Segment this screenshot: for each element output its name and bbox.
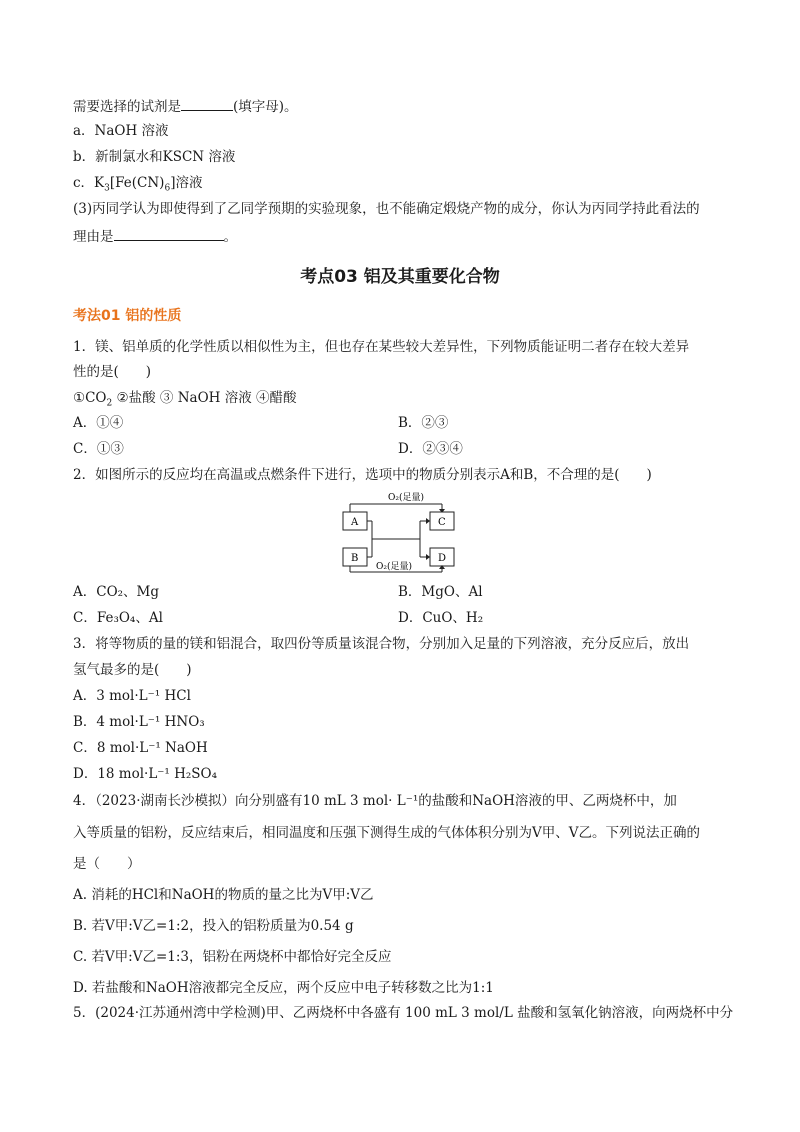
section-title: 考点03 铝及其重要化合物 xyxy=(300,267,500,287)
option-c: c．$K_3[Fe(CN)_6]$溶液 xyxy=(73,175,203,194)
answer-blank[interactable] xyxy=(181,96,233,111)
box-c-label: C xyxy=(438,517,446,528)
option-a: a．NaOH 溶液 xyxy=(73,123,169,139)
box-a-label: A xyxy=(351,517,359,528)
q1-stem: 1．镁、铝单质的化学性质以相似性为主，但也存在某些较大差异性，下列物质能证明二者存在较大差异 xyxy=(73,339,690,355)
q3-option-d[interactable]: D．18 mol·L⁻¹ H₂SO₄ xyxy=(73,766,218,782)
q2-stem: 2．如图所示的反应均在高温或点燃条件下进行，选项中的物质分别表示A和B，不合理的是( ) xyxy=(73,467,652,483)
q1-option-d[interactable]: D．②③④ xyxy=(398,441,463,457)
option-b: b．新制氯水和KSCN 溶液 xyxy=(73,149,236,165)
method-title: 考法01 铝的性质 xyxy=(73,308,182,324)
q4-option-c[interactable]: C. 若V甲:V乙=1:3，铝粉在两烧杯中都恰好完全反应 xyxy=(73,949,392,965)
q3-stem: 氢气最多的是( ) xyxy=(73,662,192,678)
q3-stem: 3．将等物质的量的镁和铝混合，取四份等质量该混合物，分别加入足量的下列溶液，充分反应后，放出 xyxy=(73,636,690,652)
q4-stem: 是（ ） xyxy=(73,856,141,872)
top-o2-label: O₂(足量) xyxy=(388,493,425,503)
q4-option-b[interactable]: B. 若V甲:V乙=1:2，投入的铝粉质量为0.54 g xyxy=(73,918,354,934)
q1-option-b[interactable]: B．②③ xyxy=(398,415,449,431)
box-b-label: B xyxy=(351,553,359,564)
bottom-o2-label: O₂(足量) xyxy=(376,562,413,572)
q2-option-d[interactable]: D．CuO、H₂ xyxy=(398,610,484,626)
q4-stem: 入等质量的铝粉，反应结束后，相同温度和压强下测得生成的气体体积分别为V甲、V乙。下列说法正确的 xyxy=(73,825,700,841)
question-3-line: (3)丙同学认为即使得到了乙同学预期的实验现象，也不能确定煅烧产物的成分，你认为丙同学持此看法的 xyxy=(73,201,700,217)
box-d-label: D xyxy=(438,553,447,564)
q3-option-a[interactable]: A．3 mol·L⁻¹ HCl xyxy=(73,688,191,704)
question-line xyxy=(73,96,298,116)
question-3-reason: 理由是 。 xyxy=(73,226,237,246)
q1-stem: 性的是( ) xyxy=(73,364,152,380)
q5-stem: 5．(2024·江苏通州湾中学检测)甲、乙两烧杯中各盛有 100 mL 3 mol/L 盐酸和氢氧化钠溶液，向两烧杯中分 xyxy=(73,1005,734,1021)
q2-option-a[interactable]: A．CO₂、Mg xyxy=(73,584,160,600)
text: 需要选择的试剂是 xyxy=(73,99,181,115)
q1-items: $①CO_2$ ②盐酸 ③ NaOH 溶液 ④醋酸 xyxy=(73,390,297,409)
q1-option-a[interactable]: A．①④ xyxy=(73,415,124,431)
q1-option-c[interactable]: C．①③ xyxy=(73,441,124,457)
q4-stem: 4．（2023·湖南长沙模拟）向分别盛有10 mL 3 mol· L⁻¹的盐酸和NaOH溶液的甲、乙两烧杯中，加 xyxy=(73,793,677,809)
reaction-diagram xyxy=(340,490,470,574)
text: (填字母)。 xyxy=(233,99,298,115)
q2-option-b[interactable]: B．MgO、Al xyxy=(398,584,483,600)
q2-option-c[interactable]: C．Fe₃O₄、Al xyxy=(73,610,163,626)
q4-option-a[interactable]: A. 消耗的HCl和NaOH的物质的量之比为V甲:V乙 xyxy=(73,887,374,903)
answer-blank[interactable] xyxy=(114,226,224,241)
q3-option-b[interactable]: B．4 mol·L⁻¹ HNO₃ xyxy=(73,714,205,730)
q4-option-d[interactable]: D. 若盐酸和NaOH溶液都完全反应，两个反应中电子转移数之比为1:1 xyxy=(73,980,494,996)
q3-option-c[interactable]: C．8 mol·L⁻¹ NaOH xyxy=(73,740,208,756)
